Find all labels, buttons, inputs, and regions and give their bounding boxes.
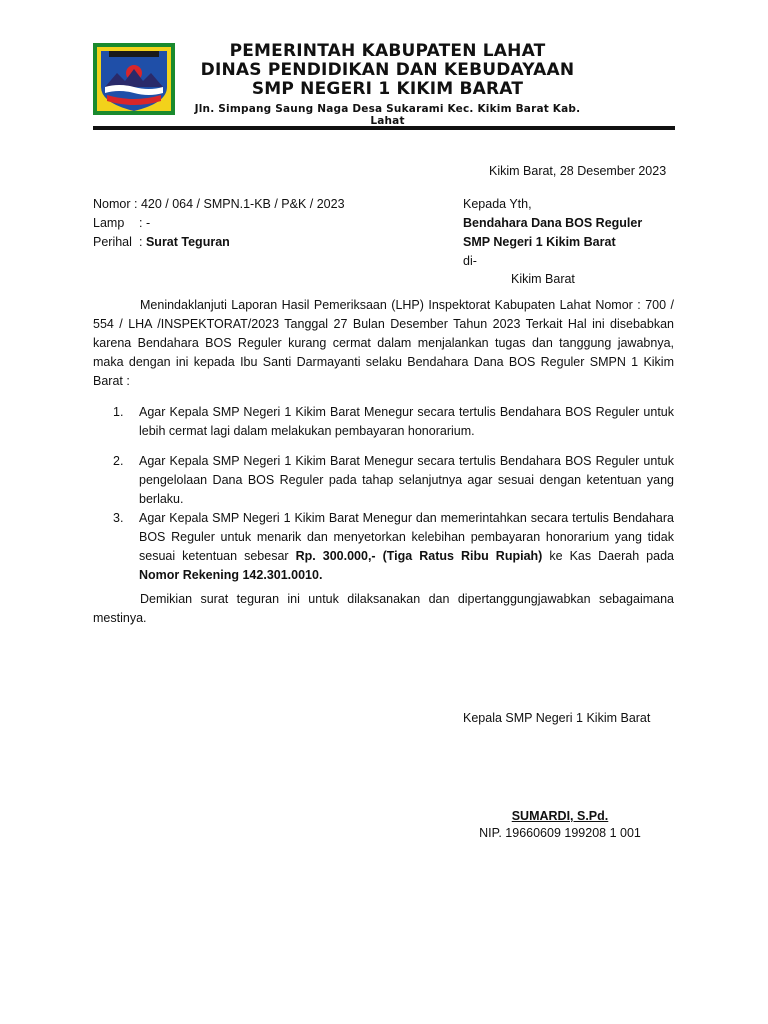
payment-amount: Rp. 300.000,- (Tiga Ratus Ribu Rupiah) — [295, 549, 543, 563]
school-address: Jln. Simpang Saung Naga Desa Sukarami Kec. Kikim Barat Kab. Lahat — [194, 103, 581, 127]
perihal-colon: : — [139, 235, 143, 249]
item3-text-b: ke Kas Daerah pada — [542, 549, 674, 563]
nomor-row — [93, 195, 345, 214]
account-number: Nomor Rekening 142.301.0010. — [139, 568, 323, 582]
department-name: DINAS PENDIDIKAN DAN KEBUDAYAAN — [200, 60, 575, 80]
signatory-title: Kepala SMP Negeri 1 Kikim Barat — [463, 711, 651, 725]
lamp-row — [93, 214, 150, 233]
list-item-number: 2. — [113, 454, 124, 468]
list-item-number: 1. — [113, 405, 124, 419]
recipient-place: Kikim Barat — [511, 272, 575, 286]
recipient-school: SMP Negeri 1 Kikim Barat — [463, 235, 616, 249]
nomor-value: : 420 / 064 / SMPN.1-KB / P&K / 2023 — [134, 197, 345, 211]
recipient-greeting: Kepada Yth, — [463, 197, 532, 211]
government-name: PEMERINTAH KABUPATEN LAHAT — [229, 41, 546, 61]
closing-paragraph: Demikian surat teguran ini untuk dilaksanakan dan dipertanggungjawabkan sebagaimana mestinya. — [93, 592, 674, 625]
recipient-name: Bendahara Dana BOS Reguler — [463, 216, 643, 230]
list-item-text — [139, 509, 674, 585]
item3-text-a: Agar Kepala SMP Negeri 1 Kikim Barat Menegur dan memerintahkan secara tertulis Bendahara BOS Reguler untuk menarik dan menyetorkan kelebihan pembayaran honorarium yang tidak sesuai ketentuan sebesar — [139, 511, 674, 563]
perihal-row — [93, 233, 230, 252]
letter-date: Kikim Barat, 28 Desember 2023 — [489, 164, 667, 178]
letterhead-divider — [93, 126, 675, 130]
list-item — [113, 403, 674, 441]
recipient-di: di- — [463, 254, 477, 268]
intro-paragraph: Menindaklanjuti Laporan Hasil Pemeriksaan (LHP) Inspektorat Kabupaten Lahat Nomor : 700 / 554 / LHA /INSPEKTORAT/2023 Tanggal 27 Bulan Desember Tahun 2023 Terkait Hal ini disebabkan karena Bendahara BOS Reguler kurang cermat dalam menjalankan tugas dan tanggung jawabnya, maka dengan ini kepada Ibu Santi Darmayanti selaku Bendahara Dana BOS Reguler SMPN 1 Kikim Barat : — [93, 298, 674, 388]
perihal-value: Surat Teguran — [145, 235, 230, 249]
list-item-number: 3. — [113, 511, 124, 525]
kabupaten-lahat-logo — [93, 43, 175, 115]
school-name: SMP NEGERI 1 KIKIM BARAT — [251, 79, 524, 99]
nomor-label: Nomor — [93, 197, 131, 211]
perihal-label: Perihal — [93, 235, 132, 249]
lamp-label: Lamp — [93, 216, 125, 230]
instruction-list — [113, 403, 674, 585]
signatory-name-text: SUMARDI, S.Pd. — [511, 809, 609, 823]
list-item-text: Agar Kepala SMP Negeri 1 Kikim Barat Menegur secara tertulis Bendahara BOS Reguler untuk lebih cermat lagi dalam melakukan pembayaran honorarium. — [139, 405, 674, 438]
lamp-value: : - — [139, 216, 151, 230]
letterhead — [185, 42, 590, 127]
list-item — [113, 433, 674, 509]
list-item-text: Agar Kepala SMP Negeri 1 Kikim Barat Menegur secara tertulis Bendahara BOS Reguler untuk pengelolaan Dana BOS Reguler pada tahap selanjutnya agar sesuai dengan ketentuan yang berlaku. — [139, 454, 674, 506]
signatory-nip: NIP. 19660609 199208 1 001 — [479, 826, 641, 840]
list-item — [113, 509, 674, 585]
